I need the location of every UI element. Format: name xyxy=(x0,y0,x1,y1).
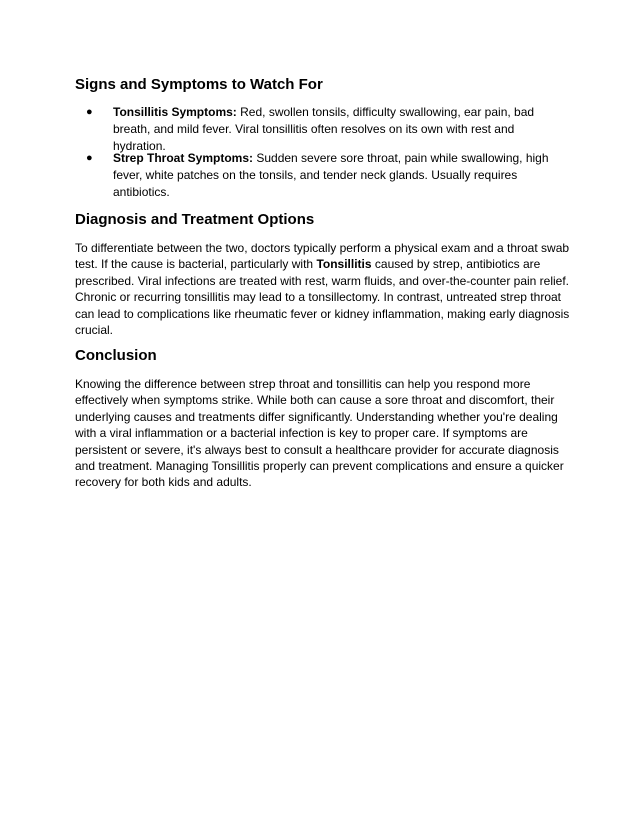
diagnosis-paragraph xyxy=(75,240,570,338)
bullet-text xyxy=(113,150,558,201)
bullet-body: Sudden severe sore throat, pain while swallowing, high fever, white patches on the tonsils, and tender neck glands. Usually requires antibiotics. xyxy=(113,151,549,199)
bullet-marker: ● xyxy=(86,152,93,164)
conclusion-paragraph: Knowing the difference between strep throat and tonsillitis can help you respond more effectively when symptoms strike. While both can cause a sore throat and discomfort, their underlying causes and treatments differ significantly. Understanding whether you're dealing with a viral inflammation or a bacterial infection is key to proper care. If symptoms are persistent or severe, it's always best to consult a healthcare provider for accurate diagnosis and treatment. Managing Tonsillitis properly can prevent complications and ensure a quicker recovery for both kids and adults. xyxy=(75,377,564,490)
diagnosis-bold-term: Tonsillitis xyxy=(316,257,372,272)
diagnosis-text-before: To differentiate between the two, doctors typically perform a physical exam and a throat swab test. If the cause is bacterial, particularly with xyxy=(75,241,570,272)
bullet-label: Strep Throat Symptoms: xyxy=(113,151,254,165)
bullet-label: Tonsillitis Symptoms: xyxy=(113,105,237,119)
section-heading-diagnosis: Diagnosis and Treatment Options xyxy=(75,211,315,228)
bullet-body: Red, swollen tonsils, difficulty swallowing, ear pain, bad breath, and mild fever. Viral tonsillitis often resolves on its own with rest and hydration. xyxy=(113,105,535,153)
bullet-text xyxy=(113,104,558,155)
diagnosis-text-after: caused by strep, antibiotics are prescribed. Viral infections are treated with rest, warm fluids, and over-the-counter pain relief. Chronic or recurring tonsillitis may lead to a tonsillectomy. In contrast, untreated strep throat can lead to complications like rheumatic fever or kidney inflammation, making early diagnosis crucial. xyxy=(75,257,570,338)
section-heading-signs-symptoms: Signs and Symptoms to Watch For xyxy=(75,76,323,93)
section-heading-conclusion: Conclusion xyxy=(75,347,157,364)
bullet-marker: ● xyxy=(86,106,93,118)
